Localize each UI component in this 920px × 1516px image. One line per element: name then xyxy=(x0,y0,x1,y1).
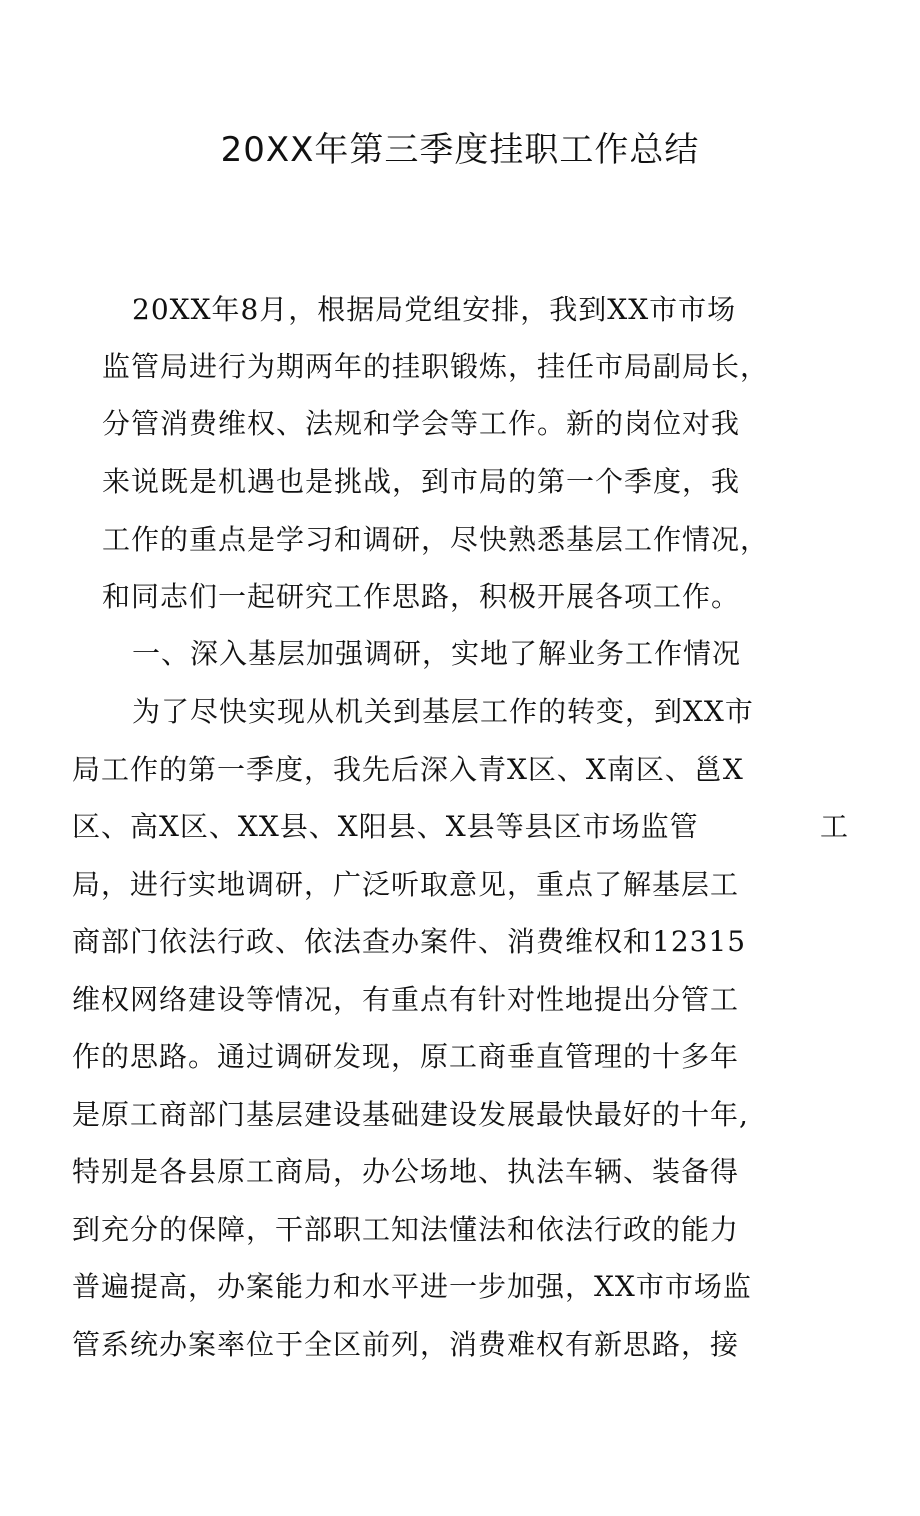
paragraph-line: 作的思路。通过调研发现，原工商垂直管理的十多年 xyxy=(72,1040,740,1073)
document-title: 20XX年第三季度挂职工作总结 xyxy=(220,130,700,170)
paragraph-line: 20XX年8月，根据局党组安排，我到XX市市场 xyxy=(132,293,737,326)
paragraph-line: 局，进行实地调研，广泛听取意见，重点了解基层工 xyxy=(72,868,740,901)
paragraph-line: 特别是各县原工商局，办公场地、执法车辆、装备得 xyxy=(72,1155,740,1188)
paragraph-line: 工作的重点是学习和调研，尽快熟悉基层工作情况， xyxy=(102,523,770,556)
paragraph-line: 为了尽快实现从机关到基层工作的转变，到XX市 xyxy=(132,695,754,728)
paragraph-line: 来说既是机遇也是挑战，到市局的第一个季度，我 xyxy=(102,465,741,498)
paragraph-line: 到充分的保障，干部职工知法懂法和依法行政的能力 xyxy=(72,1213,740,1246)
paragraph-line: 区、高X区、XX县、X阳县、X县等县区市场监管 xyxy=(72,810,699,843)
paragraph-line-tail: 工 xyxy=(820,810,849,843)
paragraph-line: 局工作的第一季度，我先后深入青X区、X南区、邕X xyxy=(72,753,744,786)
paragraph-line: 监管局进行为期两年的挂职锻炼，挂任市局副局长， xyxy=(102,350,770,383)
paragraph-line: 管系统办案率位于全区前列，消费难权有新思路，接 xyxy=(72,1328,740,1361)
paragraph-line: 普遍提高，办案能力和水平进一步加强，XX市市场监 xyxy=(72,1270,752,1303)
section-heading: 一、深入基层加强调研，实地了解业务工作情况 xyxy=(132,637,742,670)
paragraph-line: 维权网络建设等情况，有重点有针对性地提出分管工 xyxy=(72,983,740,1016)
paragraph-line: 和同志们一起研究工作思路，积极开展各项工作。 xyxy=(102,580,741,613)
paragraph-line: 商部门依法行政、依法查办案件、消费维权和12315 xyxy=(72,925,747,958)
paragraph-line: 分管消费维权、法规和学会等工作。新的岗位对我 xyxy=(102,407,741,440)
paragraph-line: 是原工商部门基层建设基础建设发展最快最好的十年, xyxy=(72,1098,749,1131)
